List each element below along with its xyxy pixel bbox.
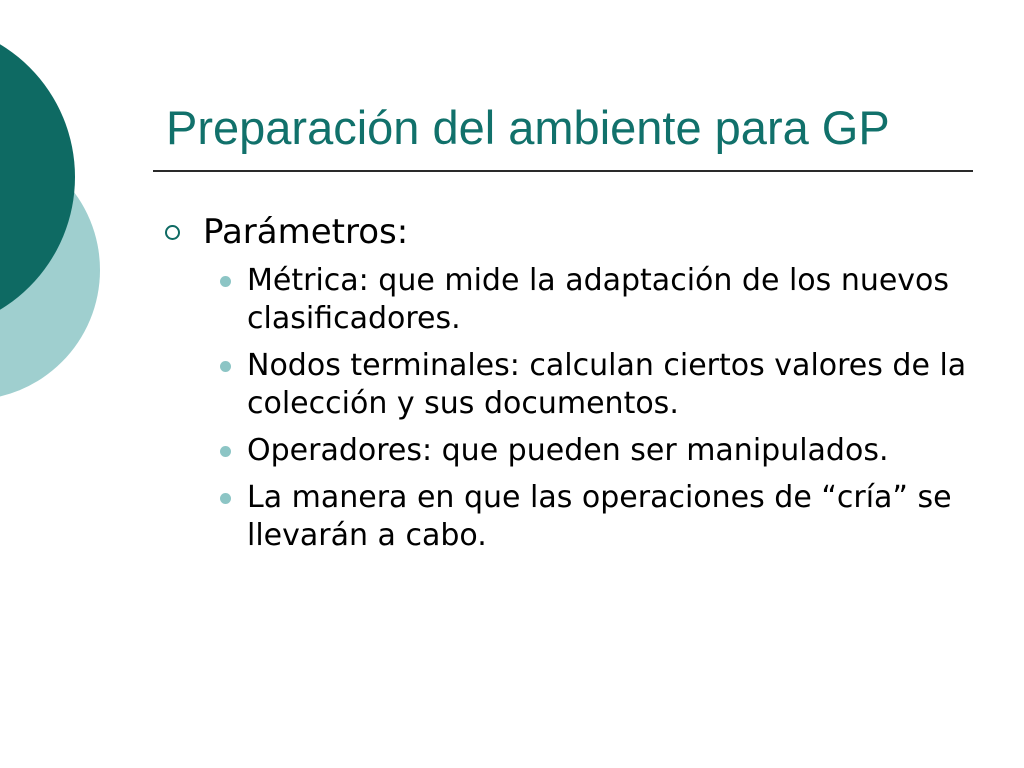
sub-bullet-nodos-terminales bbox=[160, 347, 980, 423]
bullet-heading bbox=[160, 208, 980, 256]
sub-bullet-operaciones-cria bbox=[160, 479, 980, 555]
sub-bullet-list bbox=[160, 262, 980, 555]
dot-bullet-icon bbox=[220, 493, 231, 504]
sub-bullet-text: Nodos terminales: calculan ciertos valores de la colección y sus documentos. bbox=[247, 348, 967, 421]
dot-bullet-icon bbox=[220, 276, 231, 287]
sub-bullet-text: Operadores: que pueden ser manipulados. bbox=[247, 433, 889, 468]
bullet-heading-text: Parámetros: bbox=[203, 212, 409, 252]
slide-body bbox=[160, 208, 980, 564]
sub-bullet-text: Métrica: que mide la adaptación de los nuevos clasificadores. bbox=[247, 263, 950, 336]
sub-bullet-text: La manera en que las operaciones de “cría” se llevarán a cabo. bbox=[247, 480, 952, 553]
title-divider bbox=[153, 170, 973, 172]
dot-bullet-icon bbox=[220, 446, 231, 457]
dot-bullet-icon bbox=[220, 361, 231, 372]
hollow-circle-bullet-icon bbox=[165, 225, 180, 240]
slide-title: Preparación del ambiente para GP bbox=[166, 101, 890, 154]
sub-bullet-metrica bbox=[160, 262, 980, 338]
sub-bullet-operadores bbox=[160, 432, 980, 470]
